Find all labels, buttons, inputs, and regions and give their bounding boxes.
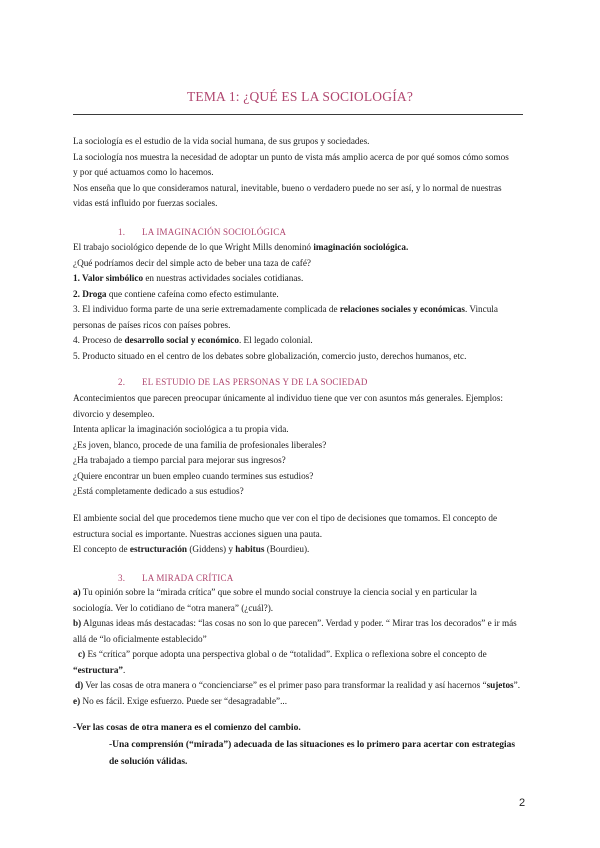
title-underline: [73, 114, 523, 115]
item-bold: Droga: [82, 288, 107, 299]
conclusion: [73, 720, 543, 771]
section-1-question: ¿Qué podríamos decir del simple acto de beber una taza de café?: [73, 257, 311, 268]
lead-text: El trabajo sociológico depende de lo que Wright Mills denominó: [73, 242, 314, 252]
section-2-line: El ambiente social del que procedemos tiene mucho que ver con el tipo de decisiones que tomamos. El concepto de: [73, 513, 498, 523]
item-b: [73, 616, 535, 632]
section-2-line: ¿Es joven, blanco, procede de una familia de profesionales liberales?: [73, 439, 327, 450]
concept-line: [73, 542, 535, 558]
conclusion-line: -Ver las cosas de otra manera es el comienzo del cambio.: [73, 723, 301, 733]
conclusion-line: -Una comprensión (“mirada”) adecuada de las situaciones es lo primero para acertar con estrategias: [109, 740, 516, 750]
item-text: Es “crítica” porque adopta una perspectiva global o de “totalidad”. Explica o reflexiona sobre el concepto de: [85, 649, 487, 659]
item-text: Ver las cosas de otra manera o “concienciarse” es el primer paso para transformar la realidad y así hacernos “: [83, 680, 487, 690]
item-text: . El legado colonial.: [238, 335, 313, 345]
item-number: 2.: [73, 288, 83, 299]
section-2-line: Acontecimientos que parecen preocupar únicamente al individuo tiene que ver con asuntos más generales. Ejemplos:: [73, 393, 503, 403]
section-2-line: ¿Quiere encontrar un buen empleo cuando termines sus estudios?: [73, 470, 314, 481]
page-number: 2: [519, 797, 526, 809]
item-label: b): [73, 618, 82, 628]
concept-bold: habitus: [235, 544, 265, 554]
item-text: que contiene cafeína como efecto estimulante.: [106, 288, 279, 299]
intro-line: Nos enseña que lo que consideramos natural, inevitable, bueno o verdadero puede no ser así, y lo normal de nuestras: [73, 182, 502, 193]
item-text: .: [123, 664, 126, 675]
section-number: 2.: [118, 377, 126, 387]
intro-line: La sociología nos muestra la necesidad de adoptar un punto de vista más amplio acerca de por qué somos cómo somos: [73, 151, 509, 162]
section-number: 3.: [118, 573, 126, 583]
item-a-cont: sociología. Ver lo cotidiano de “otra manera” (¿cuál?).: [73, 602, 274, 613]
item-label: a): [73, 587, 81, 597]
lead-bold: imaginación sociológica.: [313, 242, 409, 252]
concept-bold: estructuración: [129, 544, 188, 554]
item-label: e): [73, 695, 81, 706]
item-text: en nuestras actividades sociales cotidianas.: [143, 273, 304, 283]
section-2-heading: [118, 377, 368, 387]
item-d: [73, 678, 535, 694]
section-2-line: ¿Ha trabajado a tiempo parcial para mejorar sus ingresos?: [73, 455, 286, 465]
section-2-line: estructura social es importante. Nuestras acciones siguen una pauta.: [73, 528, 322, 539]
section-1-heading: [118, 227, 286, 237]
concept-text: (Giddens) y: [187, 544, 236, 554]
conclusion-line: de solución válidas.: [109, 757, 188, 767]
list-item: [73, 271, 535, 287]
item-bold: sujetos: [486, 680, 514, 690]
list-item: 5. Producto situado en el centro de los debates sobre globalización, comercio justo, derechos humanos, etc.: [73, 350, 467, 361]
section-3-body: [73, 585, 535, 709]
page-title: TEMA 1: ¿QUÉ ES LA SOCIOLOGÍA?: [186, 89, 414, 104]
list-item: [73, 302, 535, 318]
item-c: [73, 647, 535, 663]
list-item: [73, 287, 535, 303]
item-c-cont: [73, 663, 535, 679]
item-text: . Vincula: [464, 304, 498, 314]
item-bold: relaciones sociales y económicas: [339, 304, 465, 314]
section-number: 1.: [118, 227, 126, 237]
intro-line: La sociología es el estudio de la vida social humana, de sus grupos y sociedades.: [73, 136, 370, 146]
item-b-cont: allá de “lo oficialmente establecido”: [73, 633, 207, 644]
item-bold: desarrollo social y económico: [124, 335, 239, 345]
section-1-lead: [73, 240, 535, 256]
item-text: Algunas ideas más destacadas: “las cosas no son lo que parecen”. Verdad y poder. “ Mirar tras los decorados” e ir más: [81, 618, 517, 628]
section-2-line: Intenta aplicar la imaginación sociológica a tu propia vida.: [73, 424, 289, 434]
section-title: LA IMAGINACIÓN SOCIOLÓGICA: [142, 227, 287, 237]
item-text: Tu opinión sobre la “mirada crítica” que sobre el mundo social construye la ciencia social y en particular la: [80, 587, 477, 597]
section-3-heading: [118, 573, 233, 583]
concept-text: El concepto de: [73, 544, 130, 554]
intro-line: y por qué actuamos como lo hacemos.: [73, 167, 214, 177]
item-text: ”.: [513, 680, 520, 690]
section-2-line: ¿Está completamente dedicado a sus estudios?: [73, 486, 244, 496]
section-title: EL ESTUDIO DE LAS PERSONAS Y DE LA SOCIEDAD: [142, 377, 368, 387]
item-text: 3. El individuo forma parte de una serie extremadamente complicada de: [73, 304, 340, 314]
section-1-body: [73, 240, 535, 364]
item-e: [73, 694, 535, 710]
concept-text: (Bourdieu).: [264, 544, 310, 554]
list-item: [73, 333, 535, 349]
section-2-line: divorcio y desempleo.: [73, 408, 155, 419]
intro-paragraph: [73, 134, 535, 212]
item-text: 4. Proceso de: [73, 335, 125, 345]
item-a: [73, 585, 535, 601]
intro-line: vidas está influido por fuerzas sociales.: [73, 198, 218, 208]
section-2-paragraph: [73, 511, 535, 558]
item-bold: “estructura”: [73, 664, 124, 675]
list-item: personas de países ricos con países pobres.: [73, 319, 231, 330]
item-number: 1.: [73, 273, 83, 283]
item-bold: Valor simbólico: [82, 273, 144, 283]
item-text: No es fácil. Exige esfuerzo. Puede ser “desagradable”...: [80, 695, 288, 706]
item-label: d): [75, 680, 84, 690]
section-title: LA MIRADA CRÍTICA: [142, 573, 234, 583]
section-2-body: [73, 391, 535, 500]
item-label: c): [78, 649, 86, 659]
